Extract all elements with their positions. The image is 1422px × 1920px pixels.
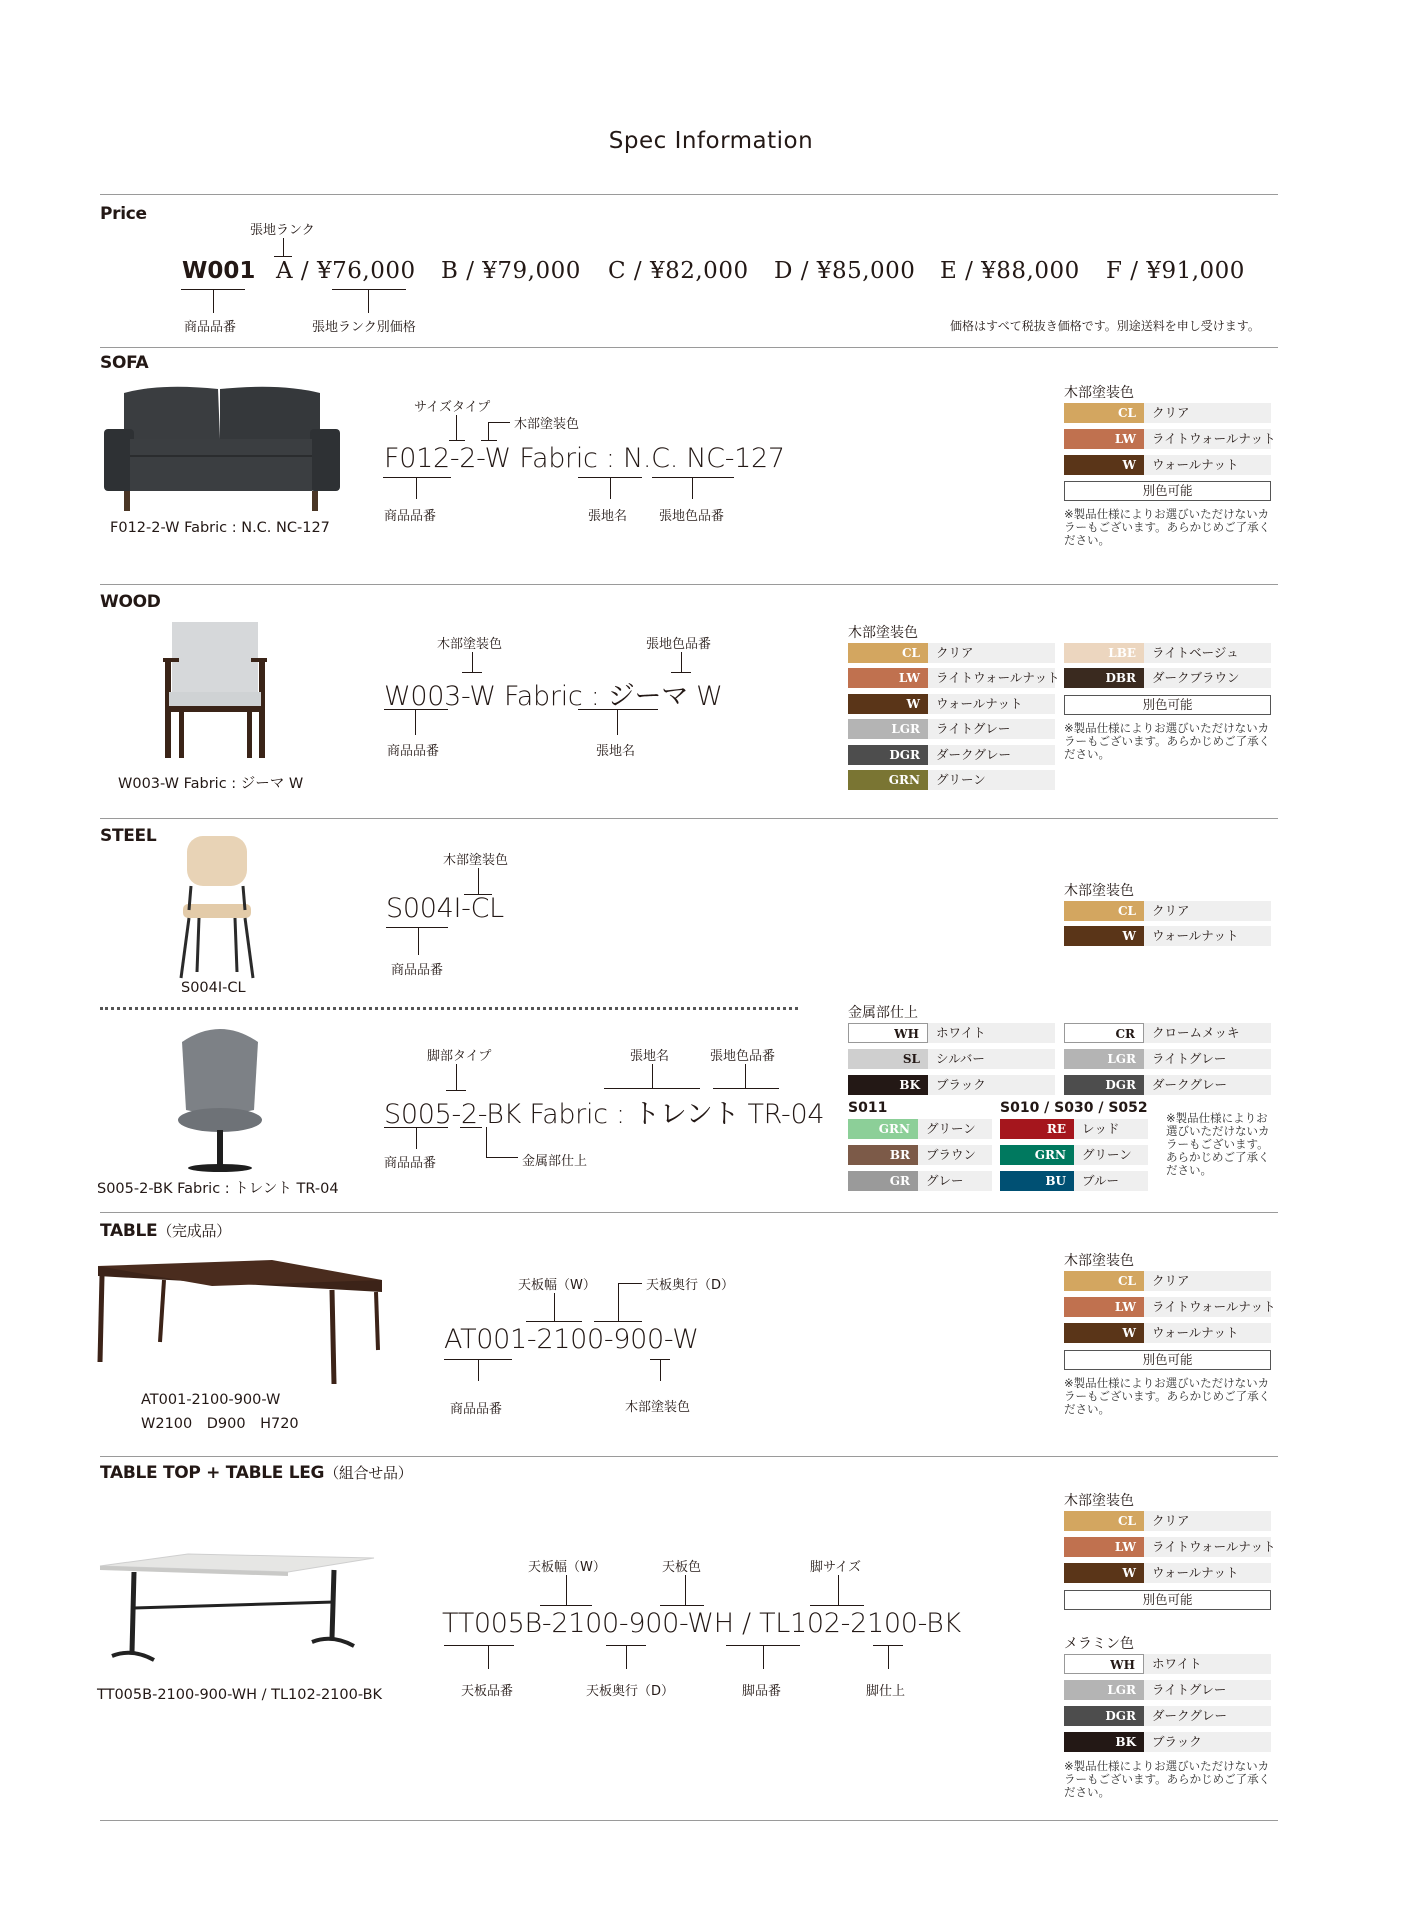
table2-image xyxy=(98,1552,378,1672)
swatch-cl: CL クリア xyxy=(848,643,1055,663)
swatch-dgr: DGR ダークグレー xyxy=(848,745,1055,765)
other-color-box: 別色可能 xyxy=(1064,695,1271,715)
price-d: D / ¥85,000 xyxy=(774,258,916,284)
sofa-wood-color-title: 木部塗装色 xyxy=(1064,385,1134,401)
color-note: ※製品仕様によりお選びいただけないカラーもございます。あらかじめご了承ください。 xyxy=(1064,1376,1271,1416)
sofa-image xyxy=(100,383,345,513)
table-caption-2: W2100 D900 H720 xyxy=(141,1416,299,1432)
table-image xyxy=(92,1258,392,1398)
swatch-mel-dgr: DGR ダークグレー xyxy=(1064,1706,1271,1726)
price-a: A / ¥76,000 xyxy=(276,258,416,284)
swatch-cl: CL クリア xyxy=(1064,403,1271,423)
tax-note: 価格はすべて税抜き価格です。別途送料を申し受けます。 xyxy=(950,319,1260,333)
wood-chair-image xyxy=(155,620,275,760)
divider xyxy=(100,347,1278,348)
steel-caption-2: S005-2-BK Fabric : トレント TR-04 xyxy=(97,1181,339,1197)
table-caption-1: AT001-2100-900-W xyxy=(141,1392,281,1408)
divider xyxy=(100,1212,1278,1213)
sofa-label-product: 商品品番 xyxy=(384,509,437,524)
color-note: ※製品仕様によりお選びいただけないカラーもございます。あらかじめご了承ください。 xyxy=(1064,507,1271,547)
table2-caption: TT005B-2100-900-WH / TL102-2100-BK xyxy=(97,1687,383,1703)
table2-label-width: 天板幅（W） xyxy=(528,1560,606,1575)
swatch-w: W ウォールナット xyxy=(1064,1563,1271,1583)
steel-label-product-1: 商品品番 xyxy=(391,963,444,978)
swatch-s011-br: BR ブラウン xyxy=(848,1145,992,1165)
divider xyxy=(100,194,1278,195)
wood-label-fabric-no: 張地色品番 xyxy=(646,637,712,652)
steel-label-fabric-no: 張地色品番 xyxy=(710,1049,776,1064)
table2-heading: TABLE TOP + TABLE LEG（組合せ品） xyxy=(100,1463,413,1483)
table-code: AT001-2100-900-W xyxy=(444,1324,699,1355)
steel-code-1: S004I-CL xyxy=(386,893,504,924)
swatch-w: W ウォールナット xyxy=(1064,926,1271,946)
color-note: ※製品仕様によりお選びいただけないカラーもございます。あらかじめご了承ください。 xyxy=(1064,1759,1271,1799)
group-s011: S011 xyxy=(848,1100,888,1116)
table-wood-color-title: 木部塗装色 xyxy=(1064,1253,1134,1269)
price-code-label: 商品品番 xyxy=(184,320,237,335)
steel-caption-1: S004I-CL xyxy=(181,980,246,996)
price-c: C / ¥82,000 xyxy=(608,258,749,284)
swatch-cl: CL クリア xyxy=(1064,1271,1271,1291)
table-label-depth: 天板奥行（D） xyxy=(646,1278,735,1293)
label-leg-type: 脚部タイプ xyxy=(427,1049,492,1064)
steel-heading: STEEL xyxy=(100,826,157,846)
group-s010: S010 / S030 / S052 xyxy=(1000,1100,1148,1116)
other-color-box: 別色可能 xyxy=(1064,1590,1271,1610)
swatch-lbe: LBE ライトベージュ xyxy=(1064,643,1271,663)
table2-label-top-depth: 天板奥行（D） xyxy=(586,1684,675,1699)
table2-label-top-color: 天板色 xyxy=(662,1560,702,1575)
table-label-width: 天板幅（W） xyxy=(518,1278,596,1293)
sofa-caption: F012-2-W Fabric : N.C. NC-127 xyxy=(110,520,330,536)
sofa-label-fabric-no: 張地色品番 xyxy=(659,509,725,524)
dotted-divider xyxy=(100,1007,798,1010)
other-color-box: 別色可能 xyxy=(1064,481,1271,501)
wood-code: W003-W Fabric : ジーマ W xyxy=(384,681,723,712)
wood-caption: W003-W Fabric : ジーマ W xyxy=(118,776,304,792)
swatch-mel-wh: WH ホワイト xyxy=(1064,1654,1271,1674)
swatch-cr: CR クロームメッキ xyxy=(1064,1023,1271,1043)
swatch-s011-grn: GRN グリーン xyxy=(848,1119,992,1139)
steel-label-wood-color: 木部塗装色 xyxy=(443,853,509,868)
steel-label-fabric: 張地名 xyxy=(630,1049,670,1064)
sofa-label-fabric: 張地名 xyxy=(588,509,628,524)
swatch-s010-re: RE レッド xyxy=(1000,1119,1148,1139)
swivel-chair-image xyxy=(170,1022,270,1174)
sofa-code: F012-2-W Fabric : N.C. NC-127 xyxy=(384,443,785,474)
swatch-bk: BK ブラック xyxy=(848,1075,1055,1095)
price-b: B / ¥79,000 xyxy=(441,258,581,284)
price-product-code: W001 xyxy=(182,258,256,284)
steel-wood-color-title: 木部塗装色 xyxy=(1064,883,1134,899)
page-title: Spec Information xyxy=(608,128,814,154)
price-rank-price-label: 張地ランク別価格 xyxy=(312,320,416,335)
swatch-lw: LW ライトウォールナット xyxy=(848,668,1055,688)
swatch-dbr: DBR ダークブラウン xyxy=(1064,668,1271,688)
table2-wood-color-title: 木部塗装色 xyxy=(1064,1493,1134,1509)
price-e: E / ¥88,000 xyxy=(940,258,1080,284)
divider xyxy=(100,1456,1278,1457)
swatch-mel-lgr: LGR ライトグレー xyxy=(1064,1680,1271,1700)
swatch-s010-grn: GRN グリーン xyxy=(1000,1145,1148,1165)
swatch-lw: LW ライトウォールナット xyxy=(1064,1537,1271,1557)
wood-wood-color-title: 木部塗装色 xyxy=(848,625,918,641)
price-heading: Price xyxy=(100,204,147,224)
steel-label-product-2: 商品品番 xyxy=(384,1156,437,1171)
table2-label-leg-no: 脚品番 xyxy=(742,1684,782,1699)
table-label-wood-color: 木部塗装色 xyxy=(625,1400,691,1415)
divider xyxy=(100,584,1278,585)
melamine-title: メラミン色 xyxy=(1064,1636,1134,1652)
swatch-w: W ウォールナット xyxy=(1064,1323,1271,1343)
metal-finish-title: 金属部仕上 xyxy=(848,1005,918,1021)
divider xyxy=(100,1820,1278,1821)
swatch-wh: WH ホワイト xyxy=(848,1023,1055,1043)
wood-label-fabric: 張地名 xyxy=(596,744,636,759)
label-size-type: サイズタイプ xyxy=(414,400,491,415)
swatch-cl: CL クリア xyxy=(1064,1511,1271,1531)
swatch-lw: LW ライトウォールナット xyxy=(1064,429,1271,449)
rank-label: 張地ランク xyxy=(250,223,315,238)
table2-label-leg-finish: 脚仕上 xyxy=(866,1684,906,1699)
table2-label-top-no: 天板品番 xyxy=(461,1684,514,1699)
swatch-cl: CL クリア xyxy=(1064,901,1271,921)
steel-side-note: ※製品仕様によりお選びいただけないカラーもございます。あらかじめご了承ください。 xyxy=(1166,1111,1270,1177)
swatch-lgr: LGR ライトグレー xyxy=(848,719,1055,739)
label-wood-color: 木部塗装色 xyxy=(514,417,580,432)
swatch-s010-bu: BU ブルー xyxy=(1000,1171,1148,1191)
table-heading: TABLE（完成品） xyxy=(100,1221,231,1241)
wood-label-product: 商品品番 xyxy=(387,744,440,759)
steel-code-2: S005-2-BK Fabric : トレント TR-04 xyxy=(384,1099,825,1130)
swatch-sl: SL シルバー xyxy=(848,1049,1055,1069)
swatch-lw: LW ライトウォールナット xyxy=(1064,1297,1271,1317)
swatch-grn: GRN グリーン xyxy=(848,770,1055,790)
swatch-w: W ウォールナット xyxy=(848,694,1055,714)
table2-label-leg-size: 脚サイズ xyxy=(810,1560,861,1575)
price-f: F / ¥91,000 xyxy=(1106,258,1245,284)
other-color-box: 別色可能 xyxy=(1064,1350,1271,1370)
steel-label-metal: 金属部仕上 xyxy=(522,1154,588,1169)
steel-chair-image xyxy=(175,832,260,982)
swatch-dgr: DGR ダークグレー xyxy=(1064,1075,1271,1095)
sofa-heading: SOFA xyxy=(100,353,149,373)
wood-label-wood-color: 木部塗装色 xyxy=(437,637,503,652)
color-note: ※製品仕様によりお選びいただけないカラーもございます。あらかじめご了承ください。 xyxy=(1064,721,1271,761)
table-label-product: 商品品番 xyxy=(450,1402,503,1417)
table2-code: TT005B-2100-900-WH / TL102-2100-BK xyxy=(442,1608,961,1639)
swatch-mel-bk: BK ブラック xyxy=(1064,1732,1271,1752)
wood-heading: WOOD xyxy=(100,592,161,612)
swatch-s011-gr: GR グレー xyxy=(848,1171,992,1191)
swatch-w: W ウォールナット xyxy=(1064,455,1271,475)
divider xyxy=(100,818,1278,819)
swatch-lgr: LGR ライトグレー xyxy=(1064,1049,1271,1069)
